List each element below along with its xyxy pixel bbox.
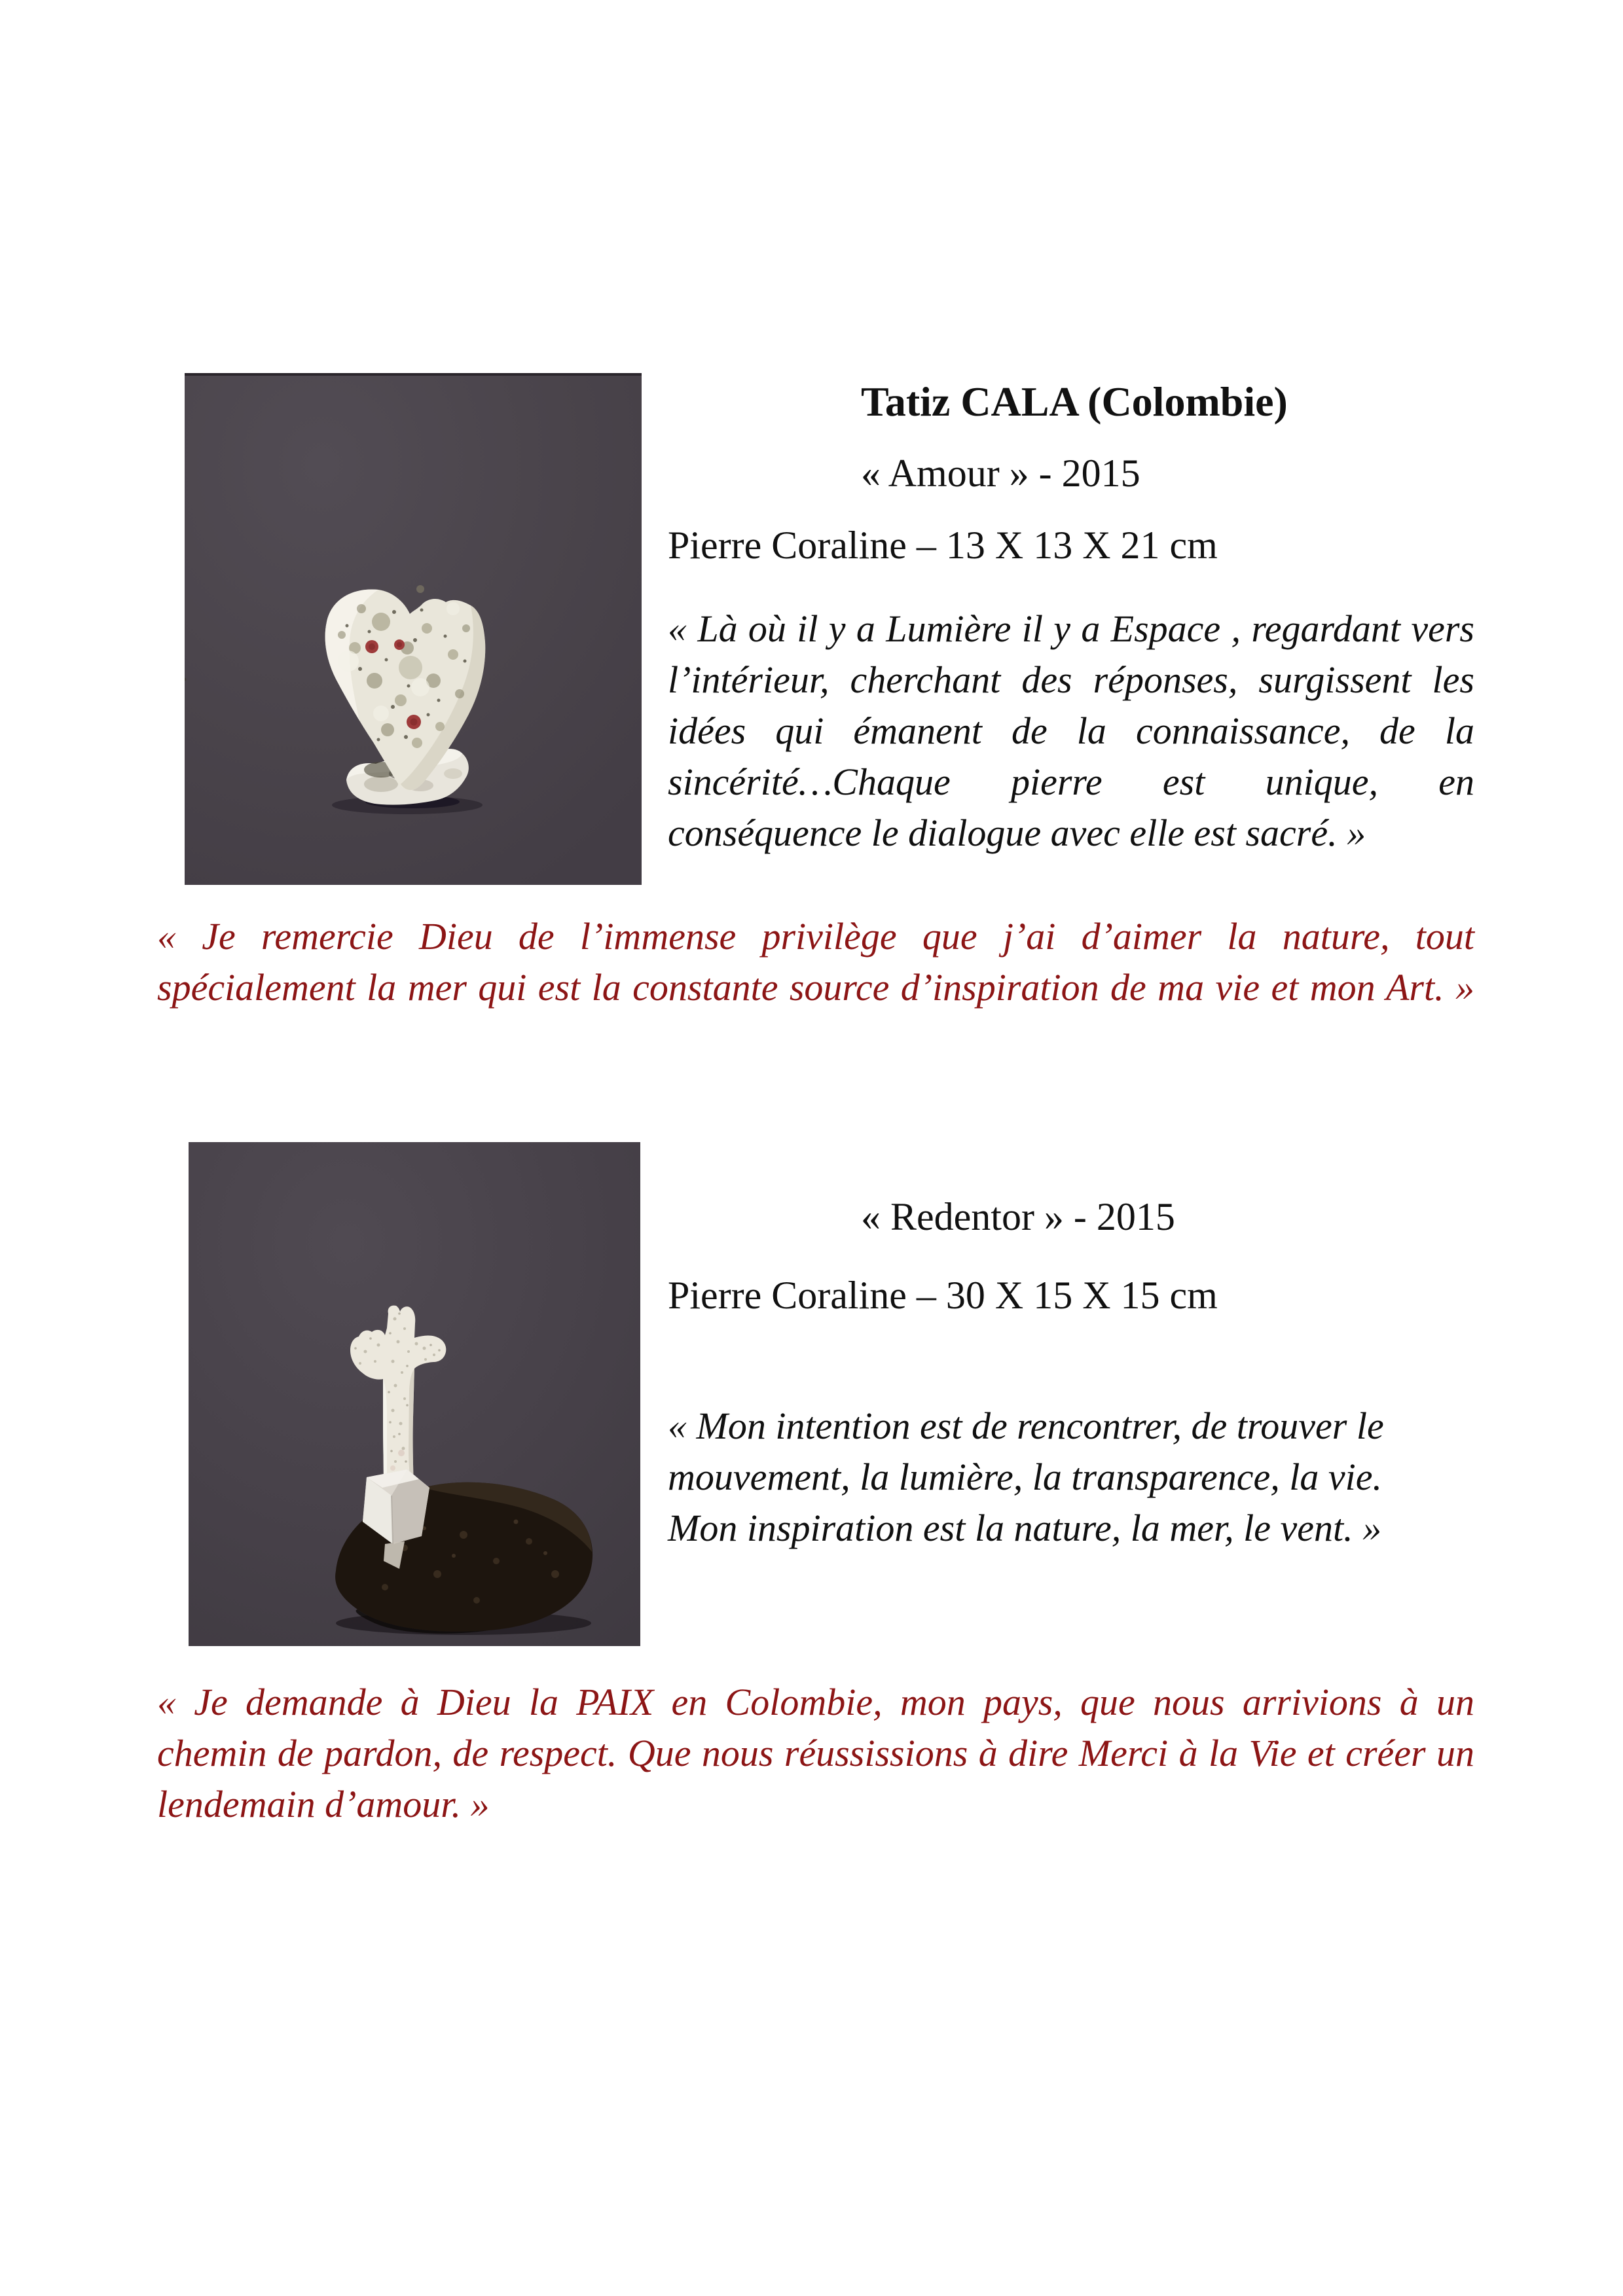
artwork1-photo — [185, 373, 642, 885]
quote-line: lendemain d’amour. » — [157, 1783, 490, 1825]
artwork2-quote — [668, 1401, 1474, 1554]
quote-line: conséquence le dialogue avec elle est sacré. » — [668, 812, 1366, 854]
quote-line: « Mon intention est de rencontrer, de trouver le — [668, 1405, 1384, 1447]
quote-line: spécialement la mer qui est la constante source d’inspiration de ma vie et mon Art. » — [157, 966, 1474, 1009]
artwork1-quote — [668, 603, 1474, 859]
artwork2-photo — [189, 1142, 640, 1646]
quote-line: chemin de pardon, de respect. Que nous réussissions à dire Merci à la Vie et créer un — [157, 1732, 1474, 1774]
quote-line: Mon inspiration est la nature, la mer, le vent. » — [668, 1507, 1382, 1549]
quote-line: sincérité…Chaque pierre est unique, en — [668, 761, 1474, 803]
quote-line: l’intérieur, cherchant des réponses, surgissent les — [668, 658, 1474, 701]
heart-coral-sculpture-image — [185, 373, 642, 885]
artwork1-title: « Amour » - 2015 — [861, 452, 1140, 495]
quote-line: idées qui émanent de la connaissance, de la — [668, 709, 1474, 752]
artist-quote-2 — [157, 1677, 1474, 1830]
artist-name-title: Tatiz CALA (Colombie) — [861, 378, 1288, 425]
quote-line: « Là où il y a Lumière il y a Espace , regardant vers — [668, 607, 1474, 650]
artist-quote-1 — [157, 911, 1474, 1013]
quote-line: mouvement, la lumière, la transparence, la vie. — [668, 1456, 1382, 1498]
artwork1-medium: Pierre Coraline – 13 X 13 X 21 cm — [668, 524, 1218, 567]
artwork2-title: « Redentor » - 2015 — [861, 1195, 1175, 1238]
quote-line: « Je demande à Dieu la PAIX en Colombie, mon pays, que nous arrivions à un — [157, 1681, 1474, 1723]
artwork2-medium: Pierre Coraline – 30 X 15 X 15 cm — [668, 1274, 1218, 1317]
quote-line: « Je remercie Dieu de l’immense privilège que j’ai d’aimer la nature, tout — [157, 915, 1474, 958]
coral-cross-sculpture-image — [189, 1142, 640, 1646]
